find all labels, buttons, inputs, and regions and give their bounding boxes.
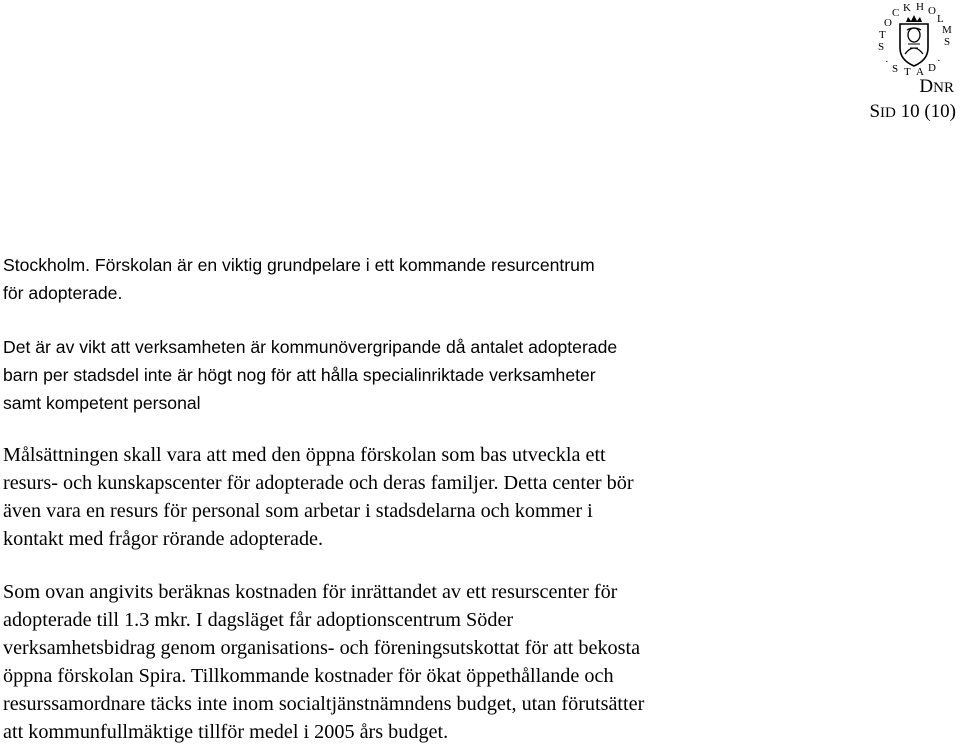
svg-text:T: T — [879, 29, 886, 41]
svg-text:C: C — [892, 7, 900, 19]
registration-number-label — [919, 76, 954, 99]
svg-text:O: O — [928, 5, 936, 17]
body-paragraph-2: Det är av vikt att verksamheten är kommunövergripande då antalet adopterade barn per stadsdel inte är högt nog för att hålla specialinriktade verksamheter samt kompetent personal — [3, 337, 618, 413]
svg-text:A: A — [916, 66, 924, 76]
body-paragraph-3: Målsättningen skall vara att med den öppna förskolan som bas utveckla ett resurs- och kunskapscenter för adopterade och deras familjer. Detta center bör även vara en resurs för personal som arbetar i stadsdelarna och kommer i kontakt med frågor rörande adopterade. — [3, 444, 634, 550]
svg-text:·: · — [937, 55, 941, 67]
svg-text:·: · — [885, 56, 889, 68]
svg-text:K: K — [903, 2, 911, 14]
dnr-initial: D — [919, 76, 934, 97]
svg-text:T: T — [904, 66, 911, 76]
dnr-rest: NR — [933, 80, 954, 96]
page-count: 10 (10) — [895, 101, 956, 122]
page-number-label — [869, 101, 956, 124]
svg-text:S: S — [878, 41, 885, 53]
svg-text:S: S — [944, 36, 951, 48]
svg-text:S: S — [892, 63, 899, 75]
stockholms-stad-logo — [870, 2, 958, 76]
svg-text:H: H — [916, 2, 924, 13]
stockholms-stad-seal-icon — [870, 2, 958, 76]
body-paragraph-1: Stockholm. Förskolan är en viktig grundpelare i ett kommande resurcentrum för adopterade. — [3, 255, 595, 303]
body-paragraph-4: Som ovan angivits beräknas kostnaden för inrättandet av ett resurscenter för adopterade till 1.3 mkr. I dagsläget får adoptionscentrum Söder verksamhetsbidrag genom organisations- och föreningsutskottat för att bekosta öppna förskolan Spira. Tillkommande kostnader för ökat öppethållande och resurssamordnare täcks inte inom socialtjänstnämndens budget, utan förutsätter att kommunfullmäktige tillför medel i 2005 års budget. — [3, 581, 645, 743]
sid-initial: S — [869, 101, 881, 122]
svg-text:O: O — [884, 17, 892, 29]
svg-text:L: L — [937, 13, 944, 25]
svg-text:M: M — [942, 24, 952, 36]
sid-rest: ID — [880, 105, 896, 121]
svg-text:D: D — [928, 62, 936, 74]
